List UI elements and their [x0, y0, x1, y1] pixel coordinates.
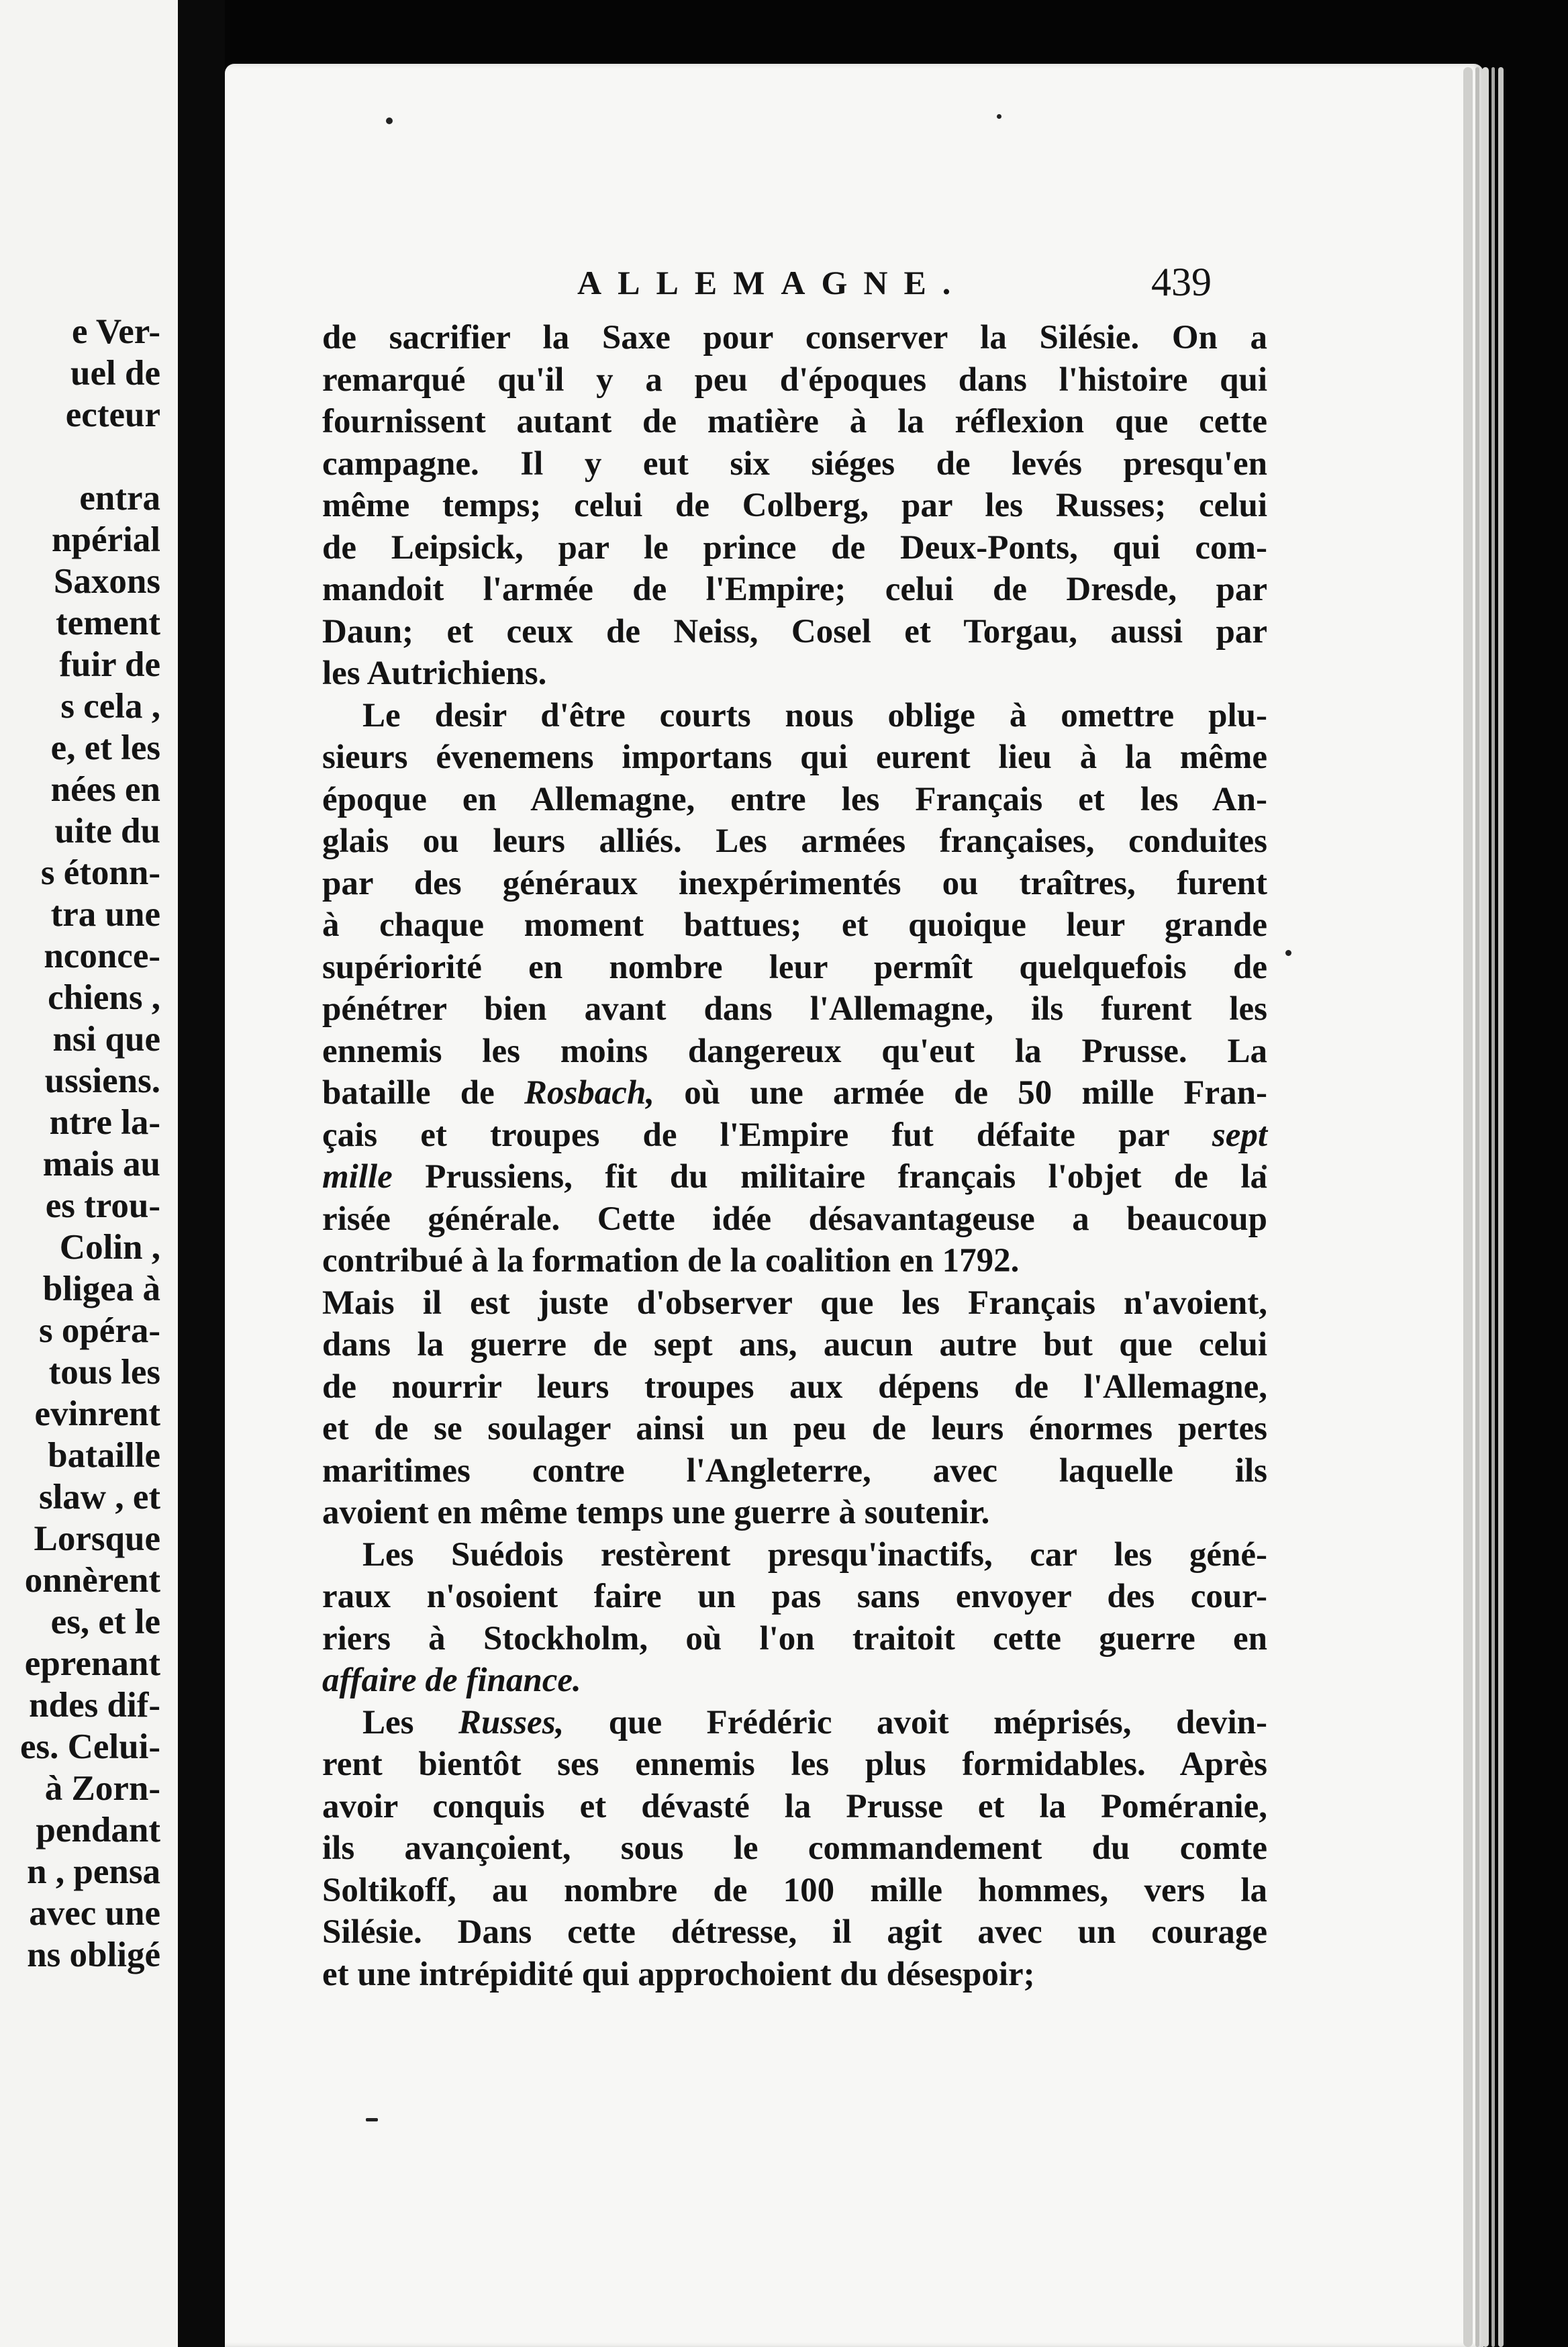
text-line: dans la guerre de sept ans, aucun autre but que celui [322, 1326, 1267, 1363]
left-page-fragment: eprenant [24, 1644, 160, 1683]
left-page-fragment: slaw , et [38, 1478, 160, 1517]
text-line: sieurs évenemens importans qui eurent lieu à la même [322, 738, 1267, 776]
text-line: de Leipsick, par le prince de Deux-Ponts, qui com- [322, 528, 1267, 567]
text-line: Mais il est juste d'observer que les Français n'avoient, [322, 1284, 1267, 1322]
left-page-fragment: bligea à [42, 1270, 160, 1308]
italic-text: Rosbach, [524, 1074, 655, 1112]
left-page-fragment: Saxons [53, 562, 160, 601]
left-page-fragment: s étonn- [40, 853, 160, 892]
text-line: avoient en même temps une guerre à soutenir. [322, 1494, 990, 1531]
left-page-fragment: pendant [36, 1811, 160, 1850]
left-page-fragment: es, et le [50, 1602, 160, 1641]
text-line: rent bientôt ses ennemis les plus formidables. Après [322, 1745, 1267, 1783]
left-page-fragment [20, 436, 160, 477]
left-page-fragment: ecteur [65, 395, 160, 434]
italic-text: affaire de finance. [322, 1662, 581, 1699]
left-page-fragment: entra [79, 479, 160, 518]
text-line [322, 1702, 1267, 1744]
left-page-fragment: es trou- [45, 1186, 160, 1225]
text-line: raux n'osoient faire un pas sans envoyer des cour- [322, 1578, 1267, 1615]
text-line: de sacrifier la Saxe pour conserver la Silésie. On a [322, 319, 1267, 356]
text-line: ennemis les moins dangereux qu'eut la Prusse. La [322, 1032, 1267, 1070]
speck [366, 2118, 378, 2121]
text-line: même temps; celui de Colberg, par les Russes; celui [322, 487, 1267, 524]
left-page-fragment: s cela , [60, 687, 160, 726]
text-line: et de se soulager ainsi un peu de leurs énormes pertes [322, 1410, 1267, 1447]
left-page-fragment: ntre la- [49, 1103, 160, 1142]
left-page-fragment: mais au [42, 1145, 160, 1184]
page-gutter [178, 0, 225, 2347]
text-line: par des généraux inexpérimentés ou traîtres, furent [322, 864, 1267, 902]
text-line: Silésie. Dans cette détresse, il agit avec un courage [322, 1913, 1267, 1951]
text-line: Soltikoff, au nombre de 100 mille hommes, vers la [322, 1871, 1267, 1909]
left-page-fragment: fuir de [59, 645, 160, 684]
page-edges [1463, 67, 1517, 2347]
left-page-fragment: chiens , [48, 978, 160, 1017]
running-head [322, 260, 1262, 310]
text-line: époque en Allemagne, entre les Français et les An- [322, 780, 1267, 818]
text-line: riers à Stockholm, où l'on traitoit cette guerre en [322, 1619, 1267, 1658]
speck [1285, 950, 1291, 956]
text-line: fournissent autant de matière à la réflexion que cette [322, 403, 1267, 440]
text-line: et une intrépidité qui approchoient du désespoir; [322, 1955, 1035, 1993]
text-line: mandoit l'armée de l'Empire; celui de Dresde, par [322, 571, 1267, 608]
left-page-fragment: n , pensa [27, 1852, 160, 1891]
left-page-fragment: onnèrent [24, 1561, 160, 1600]
text-line: contribué à la formation de la coalition en 1792. [322, 1242, 1020, 1280]
text-line: supériorité en nombre leur permît quelquefois de [322, 948, 1267, 986]
text-run: çais et troupes de l'Empire fut défaite par [322, 1116, 1212, 1154]
left-page-fragment: Lorsque [34, 1519, 160, 1558]
left-page-fragment: bataille [48, 1436, 160, 1475]
text-line: à chaque moment battues; et quoique leur grande [322, 906, 1267, 944]
left-page-fragment: e, et les [50, 728, 160, 767]
page-number: 439 [1151, 260, 1212, 304]
left-page-fragment: tous les [48, 1353, 160, 1392]
left-page-fragment: s opéra- [38, 1311, 160, 1350]
left-page-fragment: à Zorn- [44, 1769, 160, 1808]
running-title: ALLEMAGNE. [577, 264, 967, 301]
left-page-fragment: npérial [52, 520, 160, 559]
text-line [322, 1156, 1267, 1198]
speck [386, 117, 393, 124]
text-line: de nourrir leurs troupes aux dépens de l'Allemagne, [322, 1368, 1267, 1406]
text-line: campagne. Il y eut six siéges de levés presqu'en [322, 444, 1267, 483]
left-facing-page [0, 0, 178, 2347]
body-text [322, 317, 1267, 1995]
text-line: risée générale. Cette idée désavantageuse a beaucoup [322, 1200, 1267, 1238]
text-run: où une armée de 50 mille Fran- [654, 1074, 1267, 1112]
left-page-text-fragments [20, 311, 160, 1976]
left-page-fragment: ns obligé [27, 1935, 160, 1974]
speck [997, 114, 1001, 119]
left-page-fragment: uite du [54, 812, 160, 851]
text-line: remarqué qu'il y a peu d'époques dans l'histoire qui [322, 361, 1267, 399]
text-line: avoir conquis et dévasté la Prusse et la Poméranie, [322, 1787, 1267, 1825]
text-line [322, 1660, 1267, 1702]
left-page-fragment: ndes dif- [29, 1686, 160, 1725]
left-page-fragment: ussiens. [44, 1061, 160, 1100]
text-line: les Autrichiens. [322, 655, 547, 692]
text-line: maritimes contre l'Angleterre, avec laquelle ils [322, 1451, 1267, 1490]
text-line [322, 1072, 1267, 1114]
text-line [322, 1114, 1267, 1157]
text-run: que Frédéric avoit méprisés, devin- [564, 1703, 1267, 1741]
left-page-fragment: tement [56, 604, 160, 642]
text-line: glais ou leurs alliés. Les armées françaises, conduites [322, 822, 1267, 860]
text-line: Le desir d'être courts nous oblige à omettre plu- [362, 696, 1267, 734]
text-run: Prussiens, fit du militaire français l'objet de la [392, 1158, 1267, 1196]
left-page-fragment: uel de [70, 354, 160, 393]
italic-text: sept [1212, 1116, 1267, 1154]
left-page-fragment: e Ver- [72, 312, 160, 351]
left-page-fragment: avec une [29, 1894, 160, 1933]
text-line: pénétrer bien avant dans l'Allemagne, ils furent les [322, 990, 1267, 1028]
left-page-fragment: nsi que [52, 1020, 160, 1059]
left-page-fragment: evinrent [34, 1394, 160, 1433]
text-line: Daun; et ceux de Neiss, Cosel et Torgau, aussi par [322, 612, 1267, 651]
italic-text: Russes, [458, 1703, 565, 1741]
text-line: Les Suédois restèrent presqu'inactifs, car les géné- [362, 1535, 1267, 1574]
left-page-fragment: Colin , [59, 1228, 160, 1267]
left-page-fragment: tra une [50, 895, 160, 934]
left-page-fragment: es. Celui- [19, 1727, 160, 1766]
text-line: ils avançoient, sous le commandement du comte [322, 1829, 1267, 1867]
left-page-fragment: nconce- [44, 937, 160, 975]
text-run: bataille de [322, 1074, 524, 1112]
left-page-fragment: nées en [50, 770, 160, 809]
text-run: Les [362, 1703, 458, 1741]
italic-text: mille [322, 1158, 393, 1196]
